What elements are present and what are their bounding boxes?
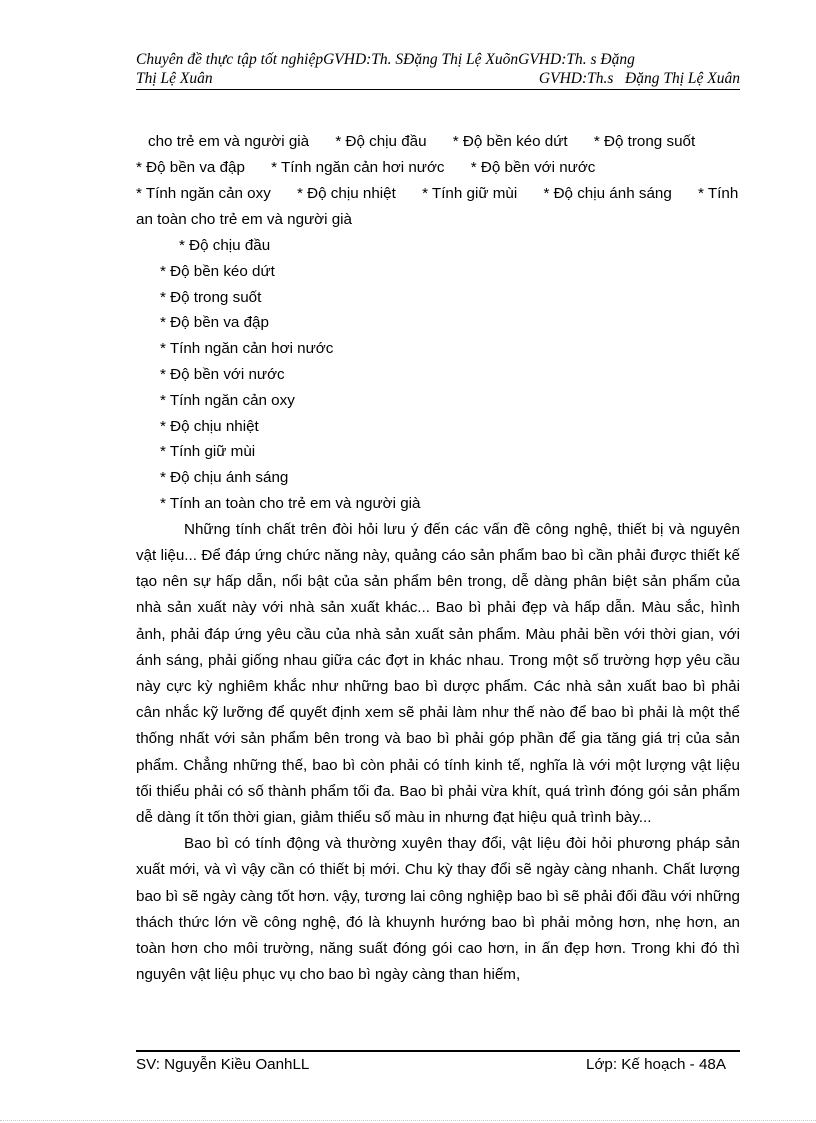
list-item: * Tính an toàn cho trẻ em và người già <box>160 494 421 512</box>
list-item: * Độ chịu ánh sáng <box>160 469 289 487</box>
header-line-2 <box>136 69 740 88</box>
list-item: * Tính ngăn cản oxy <box>160 391 295 409</box>
list-item: * Độ bền kéo dứt <box>160 262 275 280</box>
inline-item: * Tính ngăn cản hơi nước <box>271 159 445 176</box>
list-item: * Tính ngăn cản hơi nước <box>160 340 334 358</box>
inline-item: * Tính giữ mùi <box>422 185 518 202</box>
footer-student: SV: Nguyễn Kiều OanhLL <box>136 1056 310 1073</box>
paragraph: Bao bì có tính động và thường xuyên thay đổi, vật liệu đòi hỏi phương pháp sản xuất mới, và vì vậy cần có thiết bị mới. Chu kỳ thay đổi sẽ ngày càng nhanh. Chất lượng bao bì sẽ ngày càng tốt hơn. vậy, tương lai công nghiệp bao bì sẽ phải đối đầu với những thách thức lớn về công nghệ, đó là khuynh hướng bao bì phải mỏng hơn, nhẹ hơn, an toàn hơn cho môi trường, năng suất đóng gói cao hơn, in ấn đẹp hơn. Trong khi đó thì nguyên vật liệu phục vụ cho bao bì ngày càng than hiếm, <box>136 835 740 984</box>
footer-rule <box>136 1050 740 1052</box>
inline-item: cho trẻ em và người già <box>148 133 310 150</box>
inline-item: * Độ bền kéo dứt <box>452 133 568 150</box>
list-item: * Độ chịu nhiệt <box>160 417 259 435</box>
header-line-2-left: Thị Lệ Xuân <box>136 70 213 87</box>
inline-item: * Độ trong suốt <box>593 133 696 150</box>
inline-item: * Độ chịu nhiệt <box>297 185 396 202</box>
inline-item: * Độ bền va đập <box>136 159 245 176</box>
property-list <box>136 233 740 517</box>
inline-item: * Tính ngăn cản oxy <box>136 185 271 202</box>
page-break-divider <box>0 1120 816 1121</box>
list-item: * Độ bền với nước <box>160 365 285 383</box>
inline-item: * Độ chịu đầu <box>335 133 427 150</box>
list-item: * Độ bền va đập <box>160 314 269 332</box>
paragraph: Những tính chất trên đòi hỏi lưu ý đến các vấn đề công nghệ, thiết bị và nguyên vật liệu... Để đáp ứng chức năng này, quảng cáo sản phẩm bao bì cần phải được thiết kế tạo nên sự hấp dẫn, nổi bật của sản phẩm bên trong, dễ dàng phân biệt sản phẩm của nhà sản xuất này với nhà sản xuất khác... Bao bì phải đẹp và hấp dẫn. Màu sắc, hình ảnh, phải đáp ứng yêu cầu của nhà sản xuất sản phẩm. Màu phải bền với thời gian, với ánh sáng, phải giống nhau giữa các đợt in khác nhau. Trong một số trường hợp yêu cầu này cực kỳ nghiêm khắc như những bao bì dược phẩm. Các nhà sản xuất bao bì phải cân nhắc kỹ lưỡng để quyết định xem sẽ phải làm như thế nào để bao bì phải là một thể thống nhất với sản phẩm bên trong và bao bì phải góp phần để gia tăng giá trị của sản phẩm. Chẳng những thế, bao bì còn phải có tính kinh tế, nghĩa là với một lượng vật liệu tối thiểu phải có số thành phẩm tối đa. Bao bì phải vừa khít, quá trình đóng gói sản phẩm dễ dàng ít tốn thời gian, giảm thiểu số màu in nhưng đạt hiệu quả trình bày... <box>136 520 740 826</box>
list-item: * Tính giữ mùi <box>160 443 256 461</box>
list-item: * Độ trong suốt <box>160 288 262 306</box>
inline-item: * Tính an toàn cho trẻ em và người già <box>136 185 739 228</box>
page-footer <box>136 1056 726 1073</box>
page-header <box>136 50 740 90</box>
inline-property-list <box>136 129 740 233</box>
header-line-1: Chuyên đề thực tập tốt nghiệpGVHD:Th. SĐặng Thị Lệ XuõnGVHD:Th. s Đặng <box>136 51 635 68</box>
header-line-2-right: GVHD:Th.s Đặng Thị Lệ Xuân <box>538 70 740 87</box>
footer-class: Lớp: Kế hoạch - 48A <box>586 1056 726 1073</box>
inline-item: * Độ chịu ánh sáng <box>543 185 672 202</box>
inline-item: * Độ bền với nước <box>470 159 596 176</box>
list-item: * Độ chịu đầu <box>179 237 271 254</box>
document-body <box>136 129 740 988</box>
